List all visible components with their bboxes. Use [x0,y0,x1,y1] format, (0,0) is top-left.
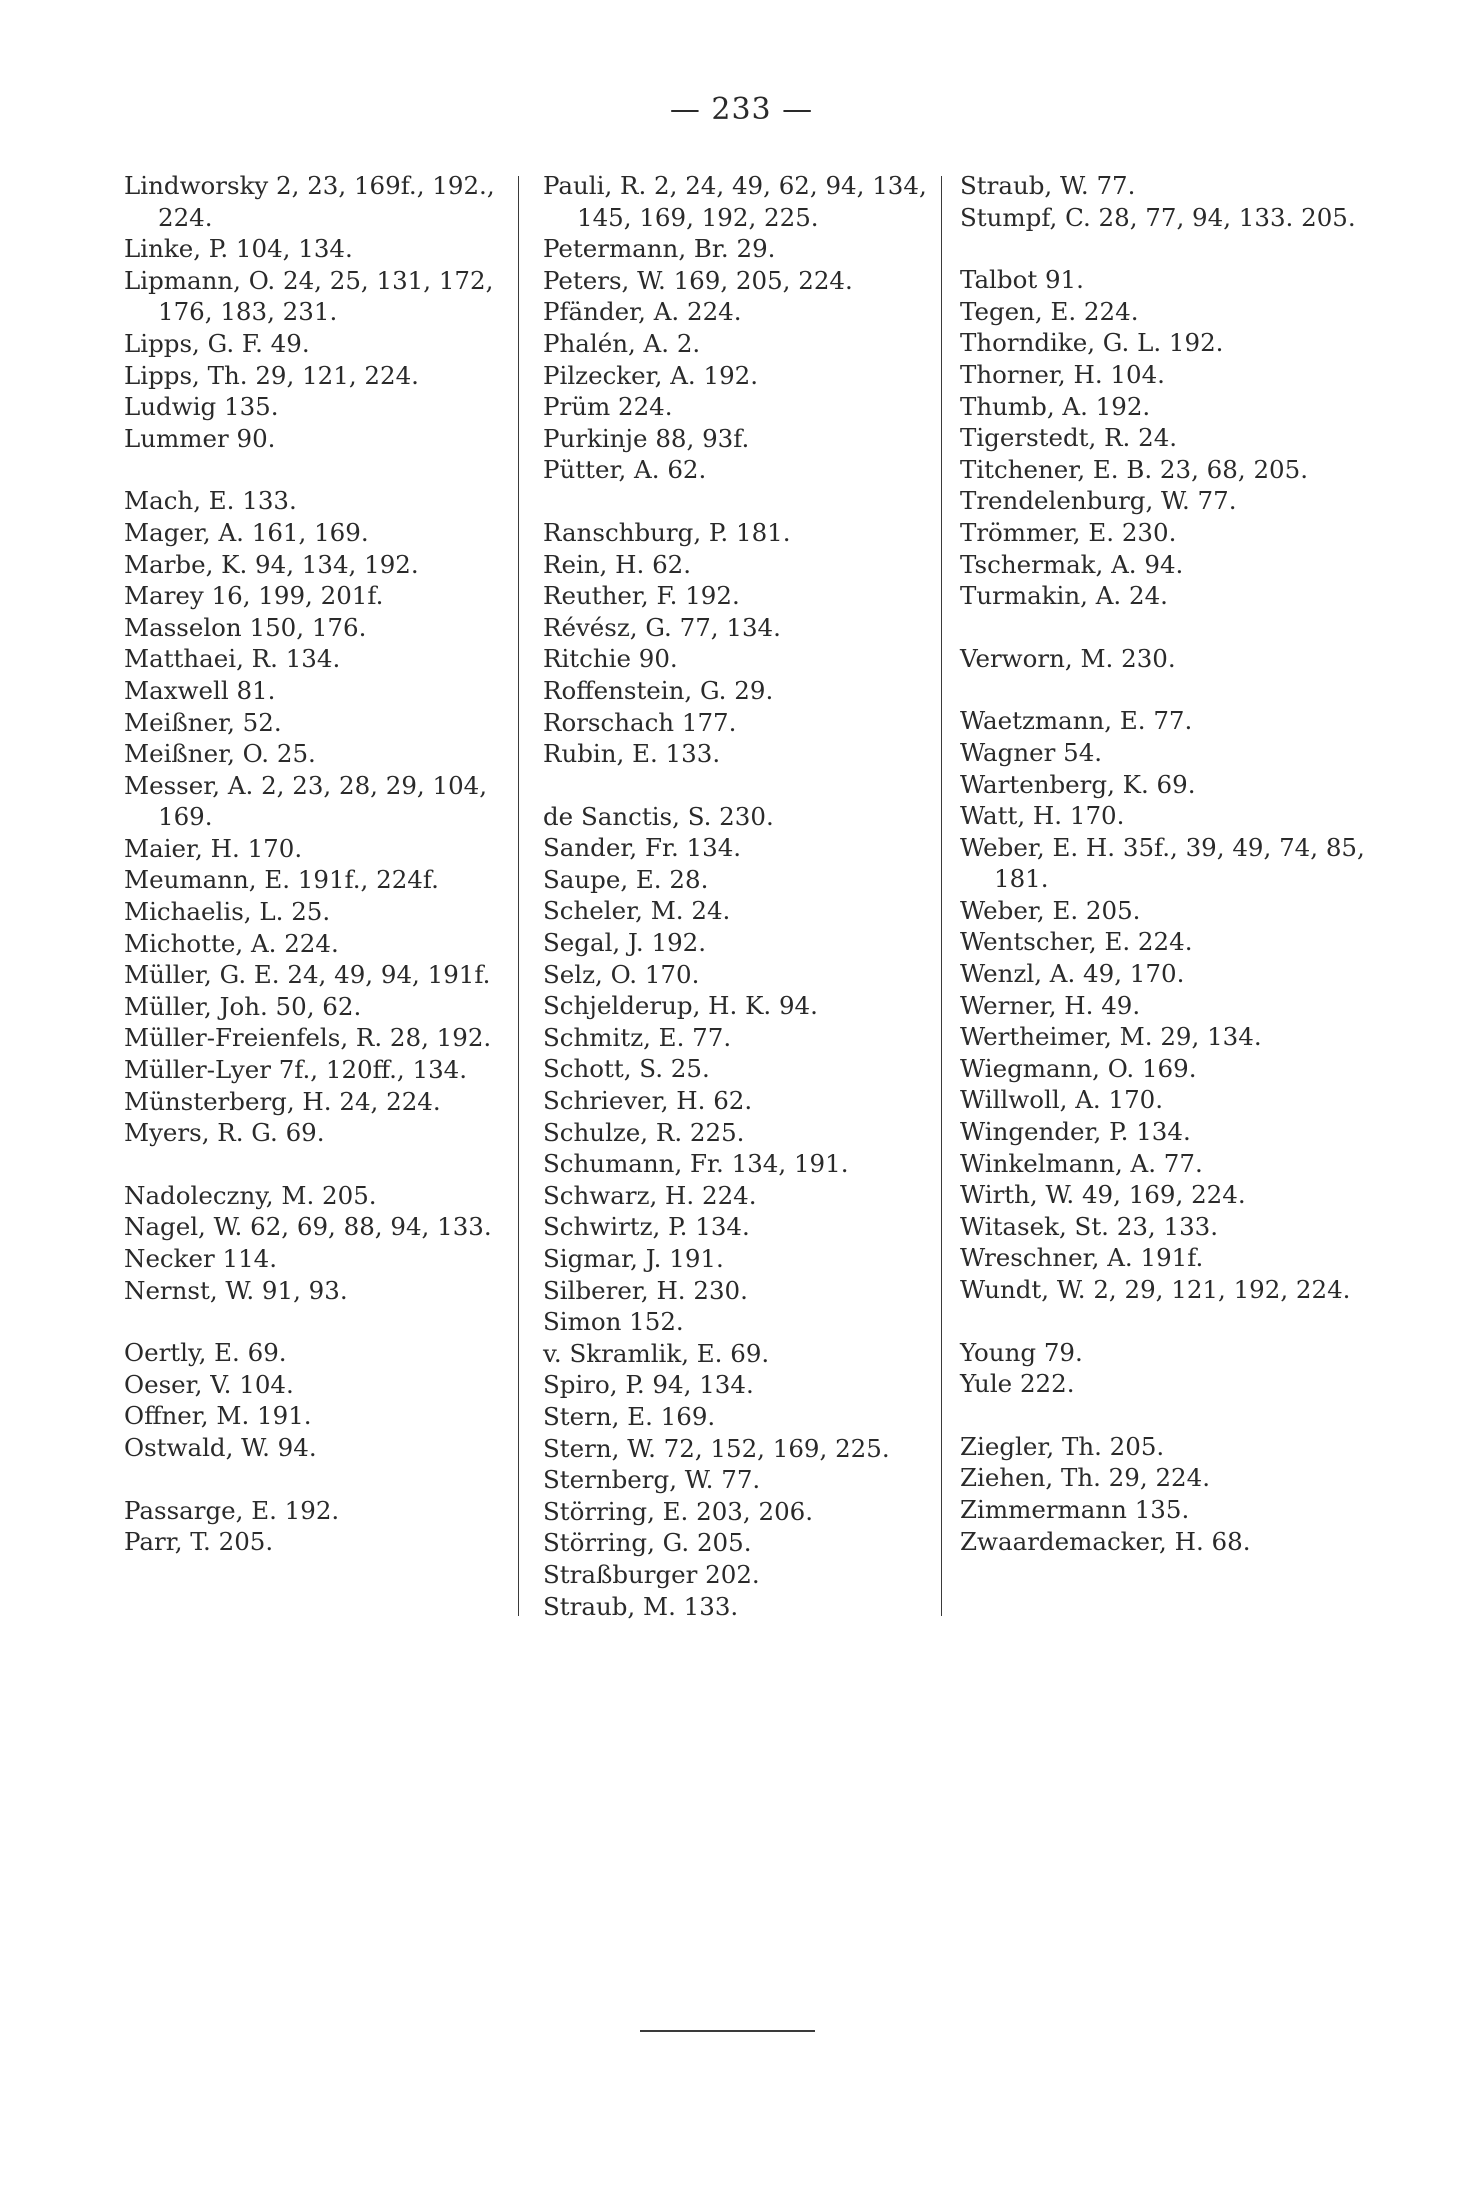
index-entry: Masselon 150, 176. [124,612,367,642]
index-entry: Störring, E. 203, 206. [543,1496,814,1526]
index-entry: Stumpf, C. 28, 77, 94, 133. 205. [960,202,1356,232]
index-entry: Schumann, Fr. 134, 191. [543,1149,849,1179]
index-entry: Révész, G. 77, 134. [543,612,781,642]
index-entry: Yule 222. [960,1369,1075,1399]
index-entry: Sigmar, J. 191. [543,1244,724,1273]
index-entry: Tigerstedt, R. 24. [960,423,1178,453]
index-entry: Pilzecker, A. 192. [543,360,759,390]
index-entry: Reuther, F. 192. [543,581,740,611]
index-letter-group [960,1337,1380,1400]
index-entry: Meumann, E. 191f., 224f. [124,865,439,895]
index-entry: Lipps, G. F. 49. [124,328,310,358]
index-entry: Pauli, R. 2, 24, 49, 62, 94, 134, 145, 169, 192, 225. [543,171,927,232]
index-entry: Thorndike, G. L. 192. [960,328,1224,358]
index-entry: Straub, W. 77. [960,171,1136,200]
index-letter-group [124,1337,524,1463]
index-entry: Wenzl, A. 49, 170. [960,959,1185,989]
index-entry: Sternberg, W. 77. [543,1465,761,1495]
index-column-1 [124,170,524,1589]
index-entry: Silberer, H. 230. [543,1275,748,1305]
index-entry: Müller-Freienfels, R. 28, 192. [124,1023,492,1053]
index-entry: Young 79. [960,1337,1083,1367]
index-entry: Offner, M. 191. [124,1401,312,1431]
index-entry: Rein, H. 62. [543,549,692,579]
index-entry: Lummer 90. [124,423,276,453]
index-entry: Wundt, W. 2, 29, 121, 192, 224. [960,1275,1351,1304]
index-entry: Winkelmann, A. 77. [960,1148,1203,1178]
index-entry: Ludwig 135. [124,392,279,422]
index-entry: Michotte, A. 224. [124,928,339,958]
index-entry: Wertheimer, M. 29, 134. [960,1022,1262,1052]
index-entry: Meißner, O. 25. [124,739,316,769]
index-column-2 [543,170,943,1653]
index-entry: Selz, O. 170. [543,959,700,989]
index-entry: Wreschner, A. 191f. [960,1243,1204,1273]
closing-rule [640,2030,815,2032]
index-entry: Maxwell 81. [124,675,276,705]
index-entry: Ritchie 90. [543,644,678,674]
index-entry: Watt, H. 170. [960,801,1125,831]
index-entry: Ziehen, Th. 29, 224. [960,1463,1210,1493]
index-letter-group [543,170,943,486]
index-entry: Wartenberg, K. 69. [960,769,1196,799]
index-entry: Lindworsky 2, 23, 169f., 192., 224. [124,171,495,232]
index-entry: Necker 114. [124,1244,278,1273]
index-letter-group [960,264,1380,612]
index-letter-group [960,705,1380,1305]
index-entry: Ostwald, W. 94. [124,1432,317,1462]
index-entry: Nagel, W. 62, 69, 88, 94, 133. [124,1212,492,1242]
index-entry: Nadoleczny, M. 205. [124,1180,377,1210]
index-entry: Myers, R. G. 69. [124,1118,325,1148]
index-entry: Zwaardemacker, H. 68. [960,1526,1251,1556]
index-entry: Thumb, A. 192. [960,391,1151,421]
index-entry: de Sanctis, S. 230. [543,801,774,831]
index-entry: Münsterberg, H. 24, 224. [124,1086,441,1116]
index-entry: Stern, W. 72, 152, 169, 225. [543,1433,890,1463]
index-entry: Wingender, P. 134. [960,1117,1191,1147]
index-letter-group [543,801,943,1622]
index-entry: Straub, M. 133. [543,1591,739,1621]
index-entry: Schriever, H. 62. [543,1086,753,1116]
index-entry: Tschermak, A. 94. [960,549,1184,579]
index-entry: Tegen, E. 224. [960,296,1139,326]
index-entry: Werner, H. 49. [960,990,1141,1020]
index-entry: Pütter, A. 62. [543,455,707,485]
index-entry: Sander, Fr. 134. [543,833,742,863]
index-letter-group [543,517,943,770]
index-entry: Maier, H. 170. [124,833,303,863]
index-entry: Mach, E. 133. [124,486,297,516]
index-entry: Schwirtz, P. 134. [543,1212,750,1242]
index-entry: Michaelis, L. 25. [124,897,331,927]
index-entry: Meißner, 52. [124,707,282,737]
index-entry: Rorschach 177. [543,707,737,737]
index-entry: Störring, G. 205. [543,1528,752,1558]
index-entry: Parr, T. 205. [124,1527,274,1557]
index-entry: Titchener, E. B. 23, 68, 205. [960,454,1308,484]
index-entry: Peters, W. 169, 205, 224. [543,265,853,295]
index-entry: Wirth, W. 49, 169, 224. [960,1180,1246,1210]
index-entry: Simon 152. [543,1307,684,1337]
index-entry: Witasek, St. 23, 133. [960,1211,1219,1241]
index-entry: Linke, P. 104, 134. [124,234,353,264]
index-entry: Lipmann, O. 24, 25, 131, 172, 176, 183, 231. [124,265,494,327]
index-letter-group [124,485,524,1148]
index-entry: Müller, G. E. 24, 49, 94, 191f. [124,960,491,990]
index-entry: Passarge, E. 192. [124,1495,340,1525]
index-letter-group [960,1431,1380,1557]
index-entry: Nernst, W. 91, 93. [124,1275,348,1305]
column-divider-1 [518,176,519,1616]
index-entry: Roffenstein, G. 29. [543,675,774,705]
index-letter-group [960,643,1380,675]
index-entry: Matthaei, R. 134. [124,644,341,674]
index-entry: Segal, J. 192. [543,928,707,958]
index-entry: Marey 16, 199, 201f. [124,581,384,611]
index-entry: Straßburger 202. [543,1559,760,1589]
index-entry: Petermann, Br. 29. [543,234,776,264]
index-entry: Talbot 91. [960,265,1084,295]
index-entry: Willwoll, A. 170. [960,1085,1164,1115]
index-entry: Weber, E. 205. [960,895,1141,925]
index-entry: Schulze, R. 225. [543,1117,745,1147]
index-entry: Wiegmann, O. 169. [960,1053,1197,1083]
index-entry: Oeser, V. 104. [124,1369,294,1399]
index-entry: Rubin, E. 133. [543,739,721,769]
index-entry: Spiro, P. 94, 134. [543,1370,754,1400]
index-entry: Trendelenburg, W. 77. [960,486,1237,516]
index-entry: Thorner, H. 104. [960,359,1165,389]
index-entry: Ziegler, Th. 205. [960,1431,1165,1461]
index-letter-group [960,170,1380,233]
index-entry: Trömmer, E. 230. [960,517,1177,547]
index-entry: Waetzmann, E. 77. [960,706,1193,736]
index-entry: Prüm 224. [543,392,673,422]
index-letter-group [124,1495,524,1558]
index-entry: Oertly, E. 69. [124,1338,287,1368]
index-entry: Müller, Joh. 50, 62. [124,991,362,1021]
column-divider-2 [941,176,942,1616]
index-entry: Wagner 54. [960,737,1103,767]
index-entry: Ranschburg, P. 181. [543,517,791,547]
index-entry: Scheler, M. 24. [543,896,731,926]
index-entry: Schmitz, E. 77. [543,1022,732,1052]
index-column-3 [960,170,1380,1588]
index-entry: Turmakin, A. 24. [960,581,1168,611]
index-entry: Pfänder, A. 224. [543,297,742,327]
index-entry: Lipps, Th. 29, 121, 224. [124,360,419,390]
index-entry: Schjelderup, H. K. 94. [543,991,818,1021]
index-entry: Phalén, A. 2. [543,328,701,358]
index-entry: Wentscher, E. 224. [960,927,1193,957]
index-entry: Zimmermann 135. [960,1494,1190,1524]
index-entry: Saupe, E. 28. [543,864,709,894]
index-letter-group [124,1180,524,1306]
index-entry: Schott, S. 25. [543,1054,710,1084]
index-entry: Stern, E. 169. [543,1401,716,1431]
index-letter-group [124,170,524,454]
index-entry: Schwarz, H. 224. [543,1180,757,1210]
index-entry: Purkinje 88, 93f. [543,423,750,453]
index-entry: v. Skramlik, E. 69. [543,1338,770,1368]
index-entry: Verworn, M. 230. [960,643,1176,673]
index-entry: Messer, A. 2, 23, 28, 29, 104, 169. [124,770,488,832]
index-entry: Marbe, K. 94, 134, 192. [124,549,419,579]
index-entry: Weber, E. H. 35f., 39, 49, 74, 85, 181. [960,832,1365,894]
page-number: — 233 — [669,92,814,127]
index-entry: Mager, A. 161, 169. [124,517,369,547]
index-entry: Müller-Lyer 7f., 120ff., 134. [124,1055,468,1085]
